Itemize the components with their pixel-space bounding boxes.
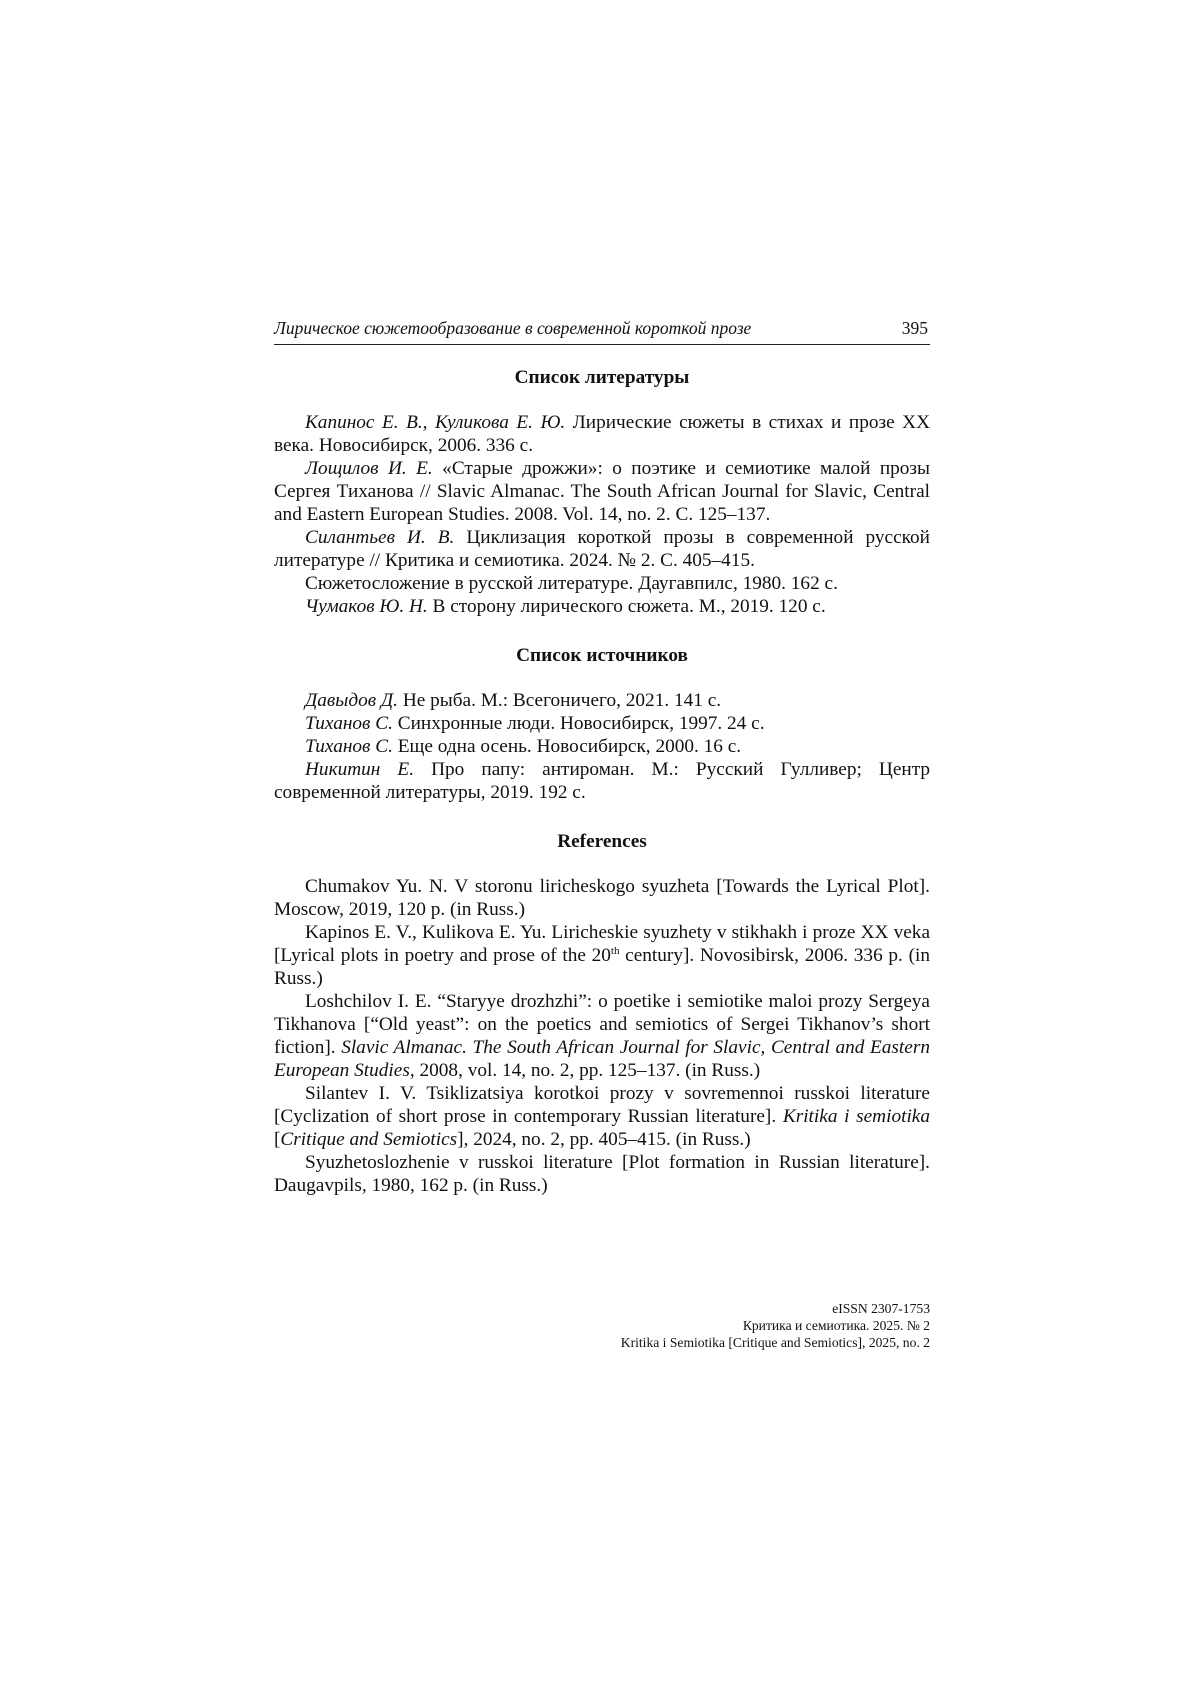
- bibliography-entry: [274, 572, 930, 595]
- reference-entry: Chumakov Yu. N. V storonu liricheskogo syuzheta [Towards the Lyrical Plot]. Moscow, 2019, 120 p. (in Russ.): [274, 875, 930, 921]
- entry-text: Не рыба. М.: Всегоничего, 2021. 141 с.: [398, 690, 721, 711]
- reference-entry: [274, 1082, 930, 1151]
- bibliography-entry: [274, 457, 930, 526]
- references-list: [274, 875, 930, 1197]
- bibliography-entry: [274, 411, 930, 457]
- entry-author: Силантьев И. В.: [305, 527, 454, 548]
- page-footer: [560, 1300, 930, 1351]
- superscript: th: [611, 945, 620, 957]
- entry-text: В сторону лирического сюжета. М., 2019. 120 с.: [428, 596, 826, 617]
- bibliography-list: [274, 411, 930, 618]
- source-entry: [274, 735, 930, 758]
- entry-author: Давыдов Д.: [305, 690, 398, 711]
- entry-author: Тиханов С.: [305, 713, 393, 734]
- page: [0, 0, 1200, 1697]
- entry-text: Циклизация короткой прозы в современной русской литературе // Критика и семиотика. 2024. № 2. С. 405–415.: [274, 527, 930, 571]
- entry-author: Капинос Е. В., Куликова Е. Ю.: [305, 412, 565, 433]
- entry-text: ], 2024, no. 2, pp. 405–415. (in Russ.): [457, 1129, 751, 1150]
- journal-title: Kritika i semiotika: [783, 1106, 930, 1127]
- sources-list: [274, 689, 930, 804]
- footer-issn: eISSN 2307-1753: [560, 1300, 930, 1317]
- reference-entry: Syuzhetoslozhenie v russkoi literature [Plot formation in Russian literature]. Daugavpils, 1980, 162 p. (in Russ.): [274, 1151, 930, 1197]
- entry-text: Еще одна осень. Новосибирск, 2000. 16 с.: [393, 736, 741, 757]
- references-heading: References: [274, 830, 930, 853]
- source-entry: [274, 712, 930, 735]
- reference-entry: [274, 921, 930, 990]
- source-entry: [274, 689, 930, 712]
- entry-text: Про папу: антироман. М.: Русский Гулливер; Центр современной литературы, 2019. 192 с.: [274, 759, 930, 803]
- article-content: [274, 366, 930, 1197]
- running-header: [274, 318, 930, 345]
- entry-text: Лирические сюжеты в стихах и прозе XX века. Новосибирск, 2006. 336 с.: [274, 412, 930, 456]
- journal-title: Slavic Almanac. The South African Journal for Slavic, Central and Eastern European Studies: [274, 1037, 930, 1081]
- bibliography-entry: [274, 526, 930, 572]
- sources-heading: Список источников: [274, 644, 930, 667]
- page-number: 395: [902, 318, 928, 339]
- entry-text: , 2008, vol. 14, no. 2, pp. 125–137. (in Russ.): [410, 1060, 760, 1081]
- entry-text: Сюжетосложение в русской литературе. Даугавпилс, 1980. 162 с.: [305, 573, 838, 594]
- entry-text: Loshchilov I. E. “Staryye drozhzhi”: o poetike i semiotike maloi prozy Sergeya Tikhanova [“Old yeast”: on the poetics and semiotics of Sergei Tikhanov’s short fiction].: [274, 991, 930, 1058]
- entry-text: Kapinos E. V., Kulikova E. Yu. Liricheskie syuzhety v stikhakh i proze XX veka [Lyrical plots in poetry and prose of the 20: [274, 922, 930, 966]
- entry-author: Лощилов И. Е.: [305, 458, 433, 479]
- reference-entry: [274, 990, 930, 1082]
- entry-author: Тиханов С.: [305, 736, 393, 757]
- source-entry: [274, 758, 930, 804]
- entry-author: Чумаков Ю. Н.: [305, 596, 428, 617]
- running-header-title: Лирическое сюжетообразование в современной короткой прозе: [274, 318, 751, 339]
- entry-text: Silantev I. V. Tsiklizatsiya korotkoi prozy v sovremennoi russkoi literature [Cyclization of short prose in contemporary Russian literature].: [274, 1083, 930, 1127]
- entry-text: Синхронные люди. Новосибирск, 1997. 24 с.: [393, 713, 765, 734]
- entry-text: century]. Novosibirsk, 2006. 336 p. (in Russ.): [274, 945, 930, 989]
- entry-text: «Старые дрожжи»: о поэтике и семиотике малой прозы Сергея Тиханова // Slavic Almanac. The South African Journal for Slavic, Central and Eastern European Studies. 2008. Vol. 14, no. 2. С. 125–137.: [274, 458, 930, 525]
- entry-text: [: [274, 1129, 280, 1150]
- bibliography-heading: Список литературы: [274, 366, 930, 389]
- bibliography-entry: [274, 595, 930, 618]
- footer-journal-ru: Критика и семиотика. 2025. № 2: [560, 1317, 930, 1334]
- entry-author: Никитин Е.: [305, 759, 414, 780]
- journal-title-translation: Critique and Semiotics: [280, 1129, 457, 1150]
- footer-journal-en: Kritika i Semiotika [Critique and Semiotics], 2025, no. 2: [560, 1334, 930, 1351]
